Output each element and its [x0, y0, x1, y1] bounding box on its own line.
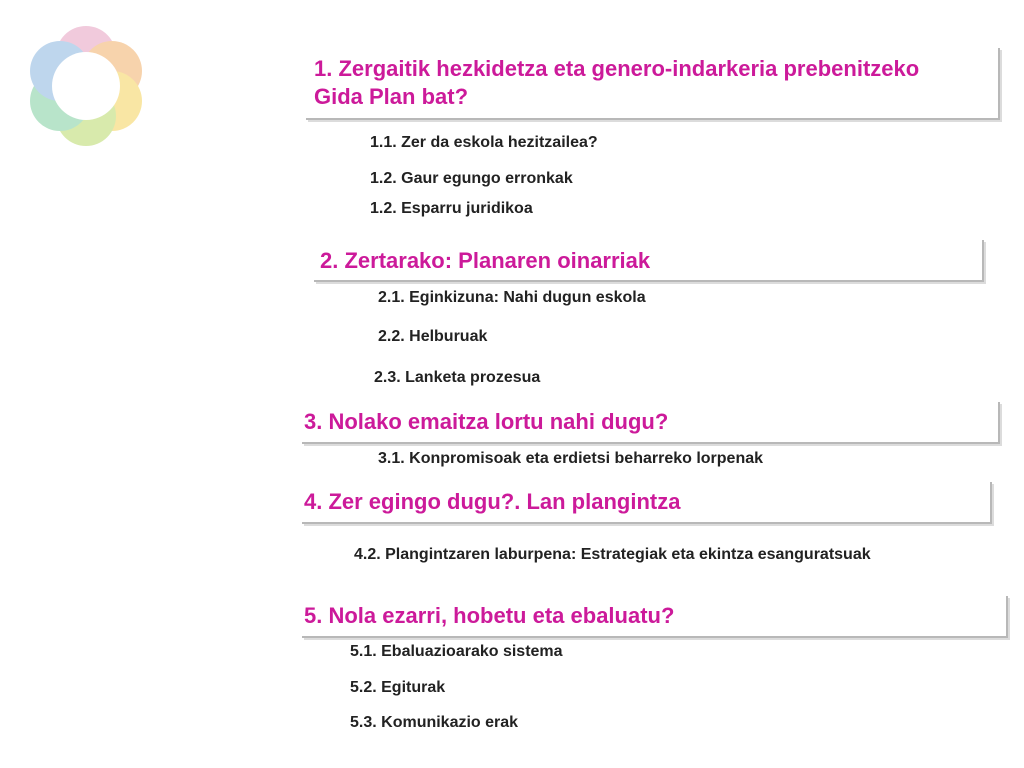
item-1-3: 1.2. Esparru juridikoa [370, 200, 533, 217]
item-2-1: 2.1. Eginkizuna: Nahi dugun eskola [378, 289, 646, 306]
item-5-1: 5.1. Ebaluazioarako sistema [350, 643, 563, 660]
color-ring-logo-icon [24, 24, 148, 148]
item-5-3: 5.3. Komunikazio erak [350, 714, 519, 731]
section-2-title: 2. Zertarako: Planaren oinarriak [320, 248, 651, 273]
section-5-title: 5. Nola ezarri, hobetu eta ebaluatu? [304, 603, 675, 628]
section-4-title: 4. Zer egingo dugu?. Lan plangintza [304, 489, 681, 514]
item-2-3: 2.3. Lanketa prozesua [374, 369, 541, 386]
item-3-1: 3.1. Konpromisoak eta erdietsi beharreko lorpenak [378, 450, 764, 467]
item-1-1: 1.1. Zer da eskola hezitzailea? [370, 134, 598, 151]
item-2-2: 2.2. Helburuak [378, 328, 488, 345]
section-3-title: 3. Nolako emaitza lortu nahi dugu? [304, 409, 669, 434]
item-1-2: 1.2. Gaur egungo erronkak [370, 170, 573, 187]
section-1-title: 1. Zergaitik hezkidetza eta genero-indarkeria prebenitzeko Gida Plan bat? [314, 56, 920, 109]
item-4-2: 4.2. Plangintzaren laburpena: Estrategiak eta ekintza esanguratsuak [354, 546, 871, 563]
item-5-2: 5.2. Egiturak [350, 679, 446, 696]
